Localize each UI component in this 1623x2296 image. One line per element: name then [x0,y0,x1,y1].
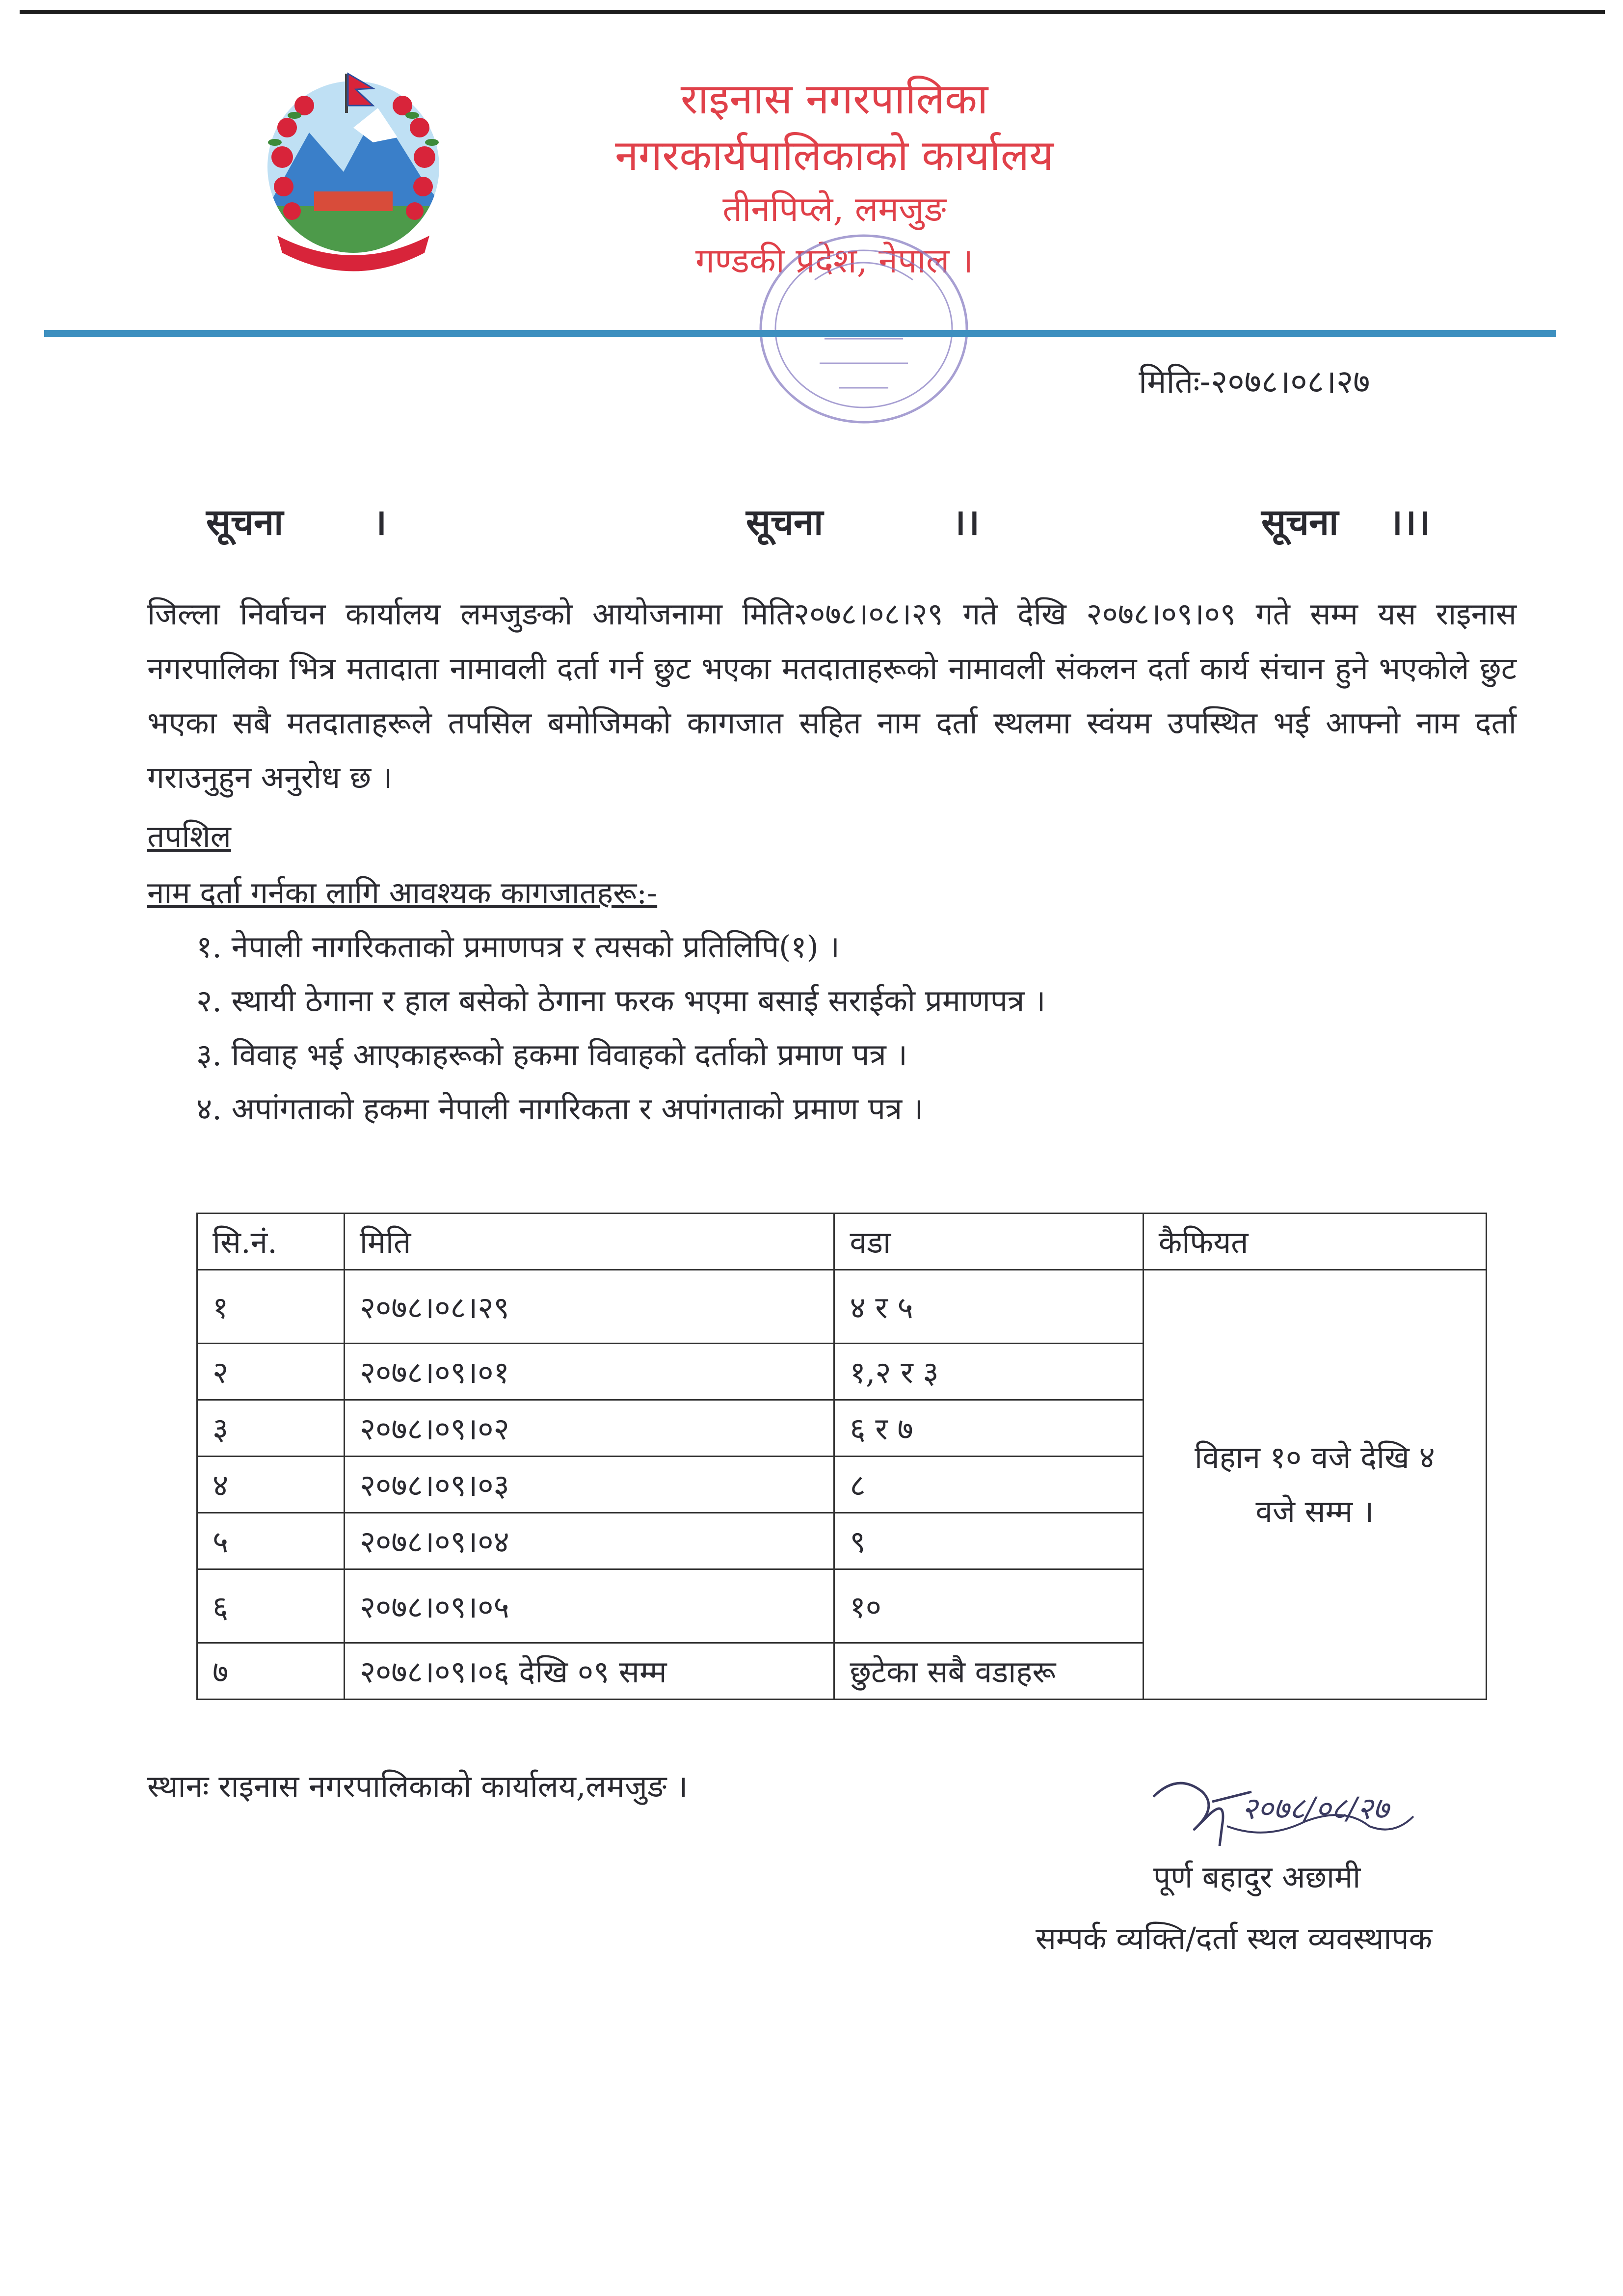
header-ward: वडा [834,1214,1143,1270]
notice-mark-1: । [373,501,387,543]
document-item: २. स्थायी ठेगाना र हाल बसेको ठेगाना फरक भएमा बसाई सराईको प्रमाणपत्र । [196,983,1046,1019]
notice-title-3: सूचना [1261,501,1339,543]
cell-ward: ९ [834,1513,1143,1569]
cell-serial: ७ [197,1643,345,1700]
cell-serial: ३ [197,1400,345,1457]
notice-title-2: सूचना [746,501,824,543]
document-item: ३. विवाह भई आएकाहरूको हकमा विवाहको दर्ताको प्रमाण पत्र । [196,1037,907,1073]
table-header-row [197,1214,1487,1270]
signatory-role: सम्पर्क व्यक्ति/दर्ता स्थल व्यवस्थापक [1036,1920,1433,1956]
cell-serial: १ [197,1270,345,1344]
notice-title-1: सूचना [206,501,284,543]
notice-date: मितिः-२०७८।०८।२७ [1139,363,1370,401]
cell-date: २०७८।०९।०१ [344,1344,834,1400]
cell-serial: ४ [197,1457,345,1513]
cell-ward: ६ र ७ [834,1400,1143,1457]
cell-date: २०७८।०९।०५ [344,1569,834,1643]
notice-mark-3: ।।। [1389,501,1431,543]
notice-body: जिल्ला निर्वाचन कार्यालय लमजुङको आयोजनामा मिति२०७८।०८।२९ गते देखि २०७८।०९।०९ गते सम्म यस राइनास नगरपालिका भित्र मतादाता नामावली दर्ता गर्न छुट भएका मतदाताहरूको नामावली संकलन दर्ता कार्य संचान हुने भएकोले छुट भएका सबै मतदाताहरूले तपसिल बमोजिमको कागजात सहित नाम दर्ता स्थलमा स्वंयम उपस्थित भई आफ्नो नाम दर्ता गराउनुहुन अनुरोध छ । [147,596,1517,795]
top-border-line [20,10,1605,14]
nepal-emblem [231,59,476,285]
schedule-table [196,1213,1487,1700]
office-address: तीनपिप्ले, लमजुङ [722,189,946,229]
municipality-name: राइनास नगरपालिका [680,75,988,124]
header-date: मिति [344,1214,834,1270]
cell-date: २०७८।०९।०२ [344,1400,834,1457]
documents-heading: नाम दर्ता गर्नका लागि आवश्यक कागजातहरू:- [147,875,658,911]
cell-ward: ४ र ५ [834,1270,1143,1344]
table-row [197,1270,1487,1344]
cell-serial: ५ [197,1513,345,1569]
cell-ward: १० [834,1569,1143,1643]
cell-ward: छुटेका सबै वडाहरू [834,1643,1143,1700]
place-line: स्थानः राइनास नगरपालिकाको कार्यालय,लमजुङ । [147,1768,688,1804]
cell-date: २०७८।०९।०४ [344,1513,834,1569]
cell-date: २०७८।०९।०६ देखि ०९ सम्म [344,1643,834,1700]
remarks-line-1: विहान १० वजे देखि ४ [1195,1439,1435,1475]
cell-ward: १,२ र ३ [834,1344,1143,1400]
header-serial: सि.नं. [197,1214,345,1270]
cell-date: २०७८।०९।०३ [344,1457,834,1513]
handwritten-date: २०७८/०८/२७ [1242,1790,1389,1826]
signatory-name: पूर्ण बहादुर अछामी [1153,1859,1361,1895]
cell-serial: ६ [197,1569,345,1643]
office-name: नगरकार्यपालिकाको कार्यालय [615,131,1054,180]
notice-mark-2: ।। [952,501,980,543]
cell-remarks [1143,1270,1486,1700]
cell-ward: ८ [834,1457,1143,1513]
official-stamp [726,216,1001,442]
header-divider [44,330,1556,337]
document-item: १. नेपाली नागरिकताको प्रमाणपत्र र त्यसको प्रतिलिपि(१) । [196,929,840,965]
header-remarks: कैफियत [1143,1214,1486,1270]
province-country: गण्डकी प्रदेश, नेपाल । [695,241,974,281]
remarks-line-2: वजे सम्म । [1255,1493,1374,1529]
cell-date: २०७८।०८।२९ [344,1270,834,1344]
cell-serial: २ [197,1344,345,1400]
document-item: ४. अपांगताको हकमा नेपाली नागरिकता र अपांगताको प्रमाण पत्र । [196,1091,924,1127]
details-heading: तपशिल [147,818,231,854]
